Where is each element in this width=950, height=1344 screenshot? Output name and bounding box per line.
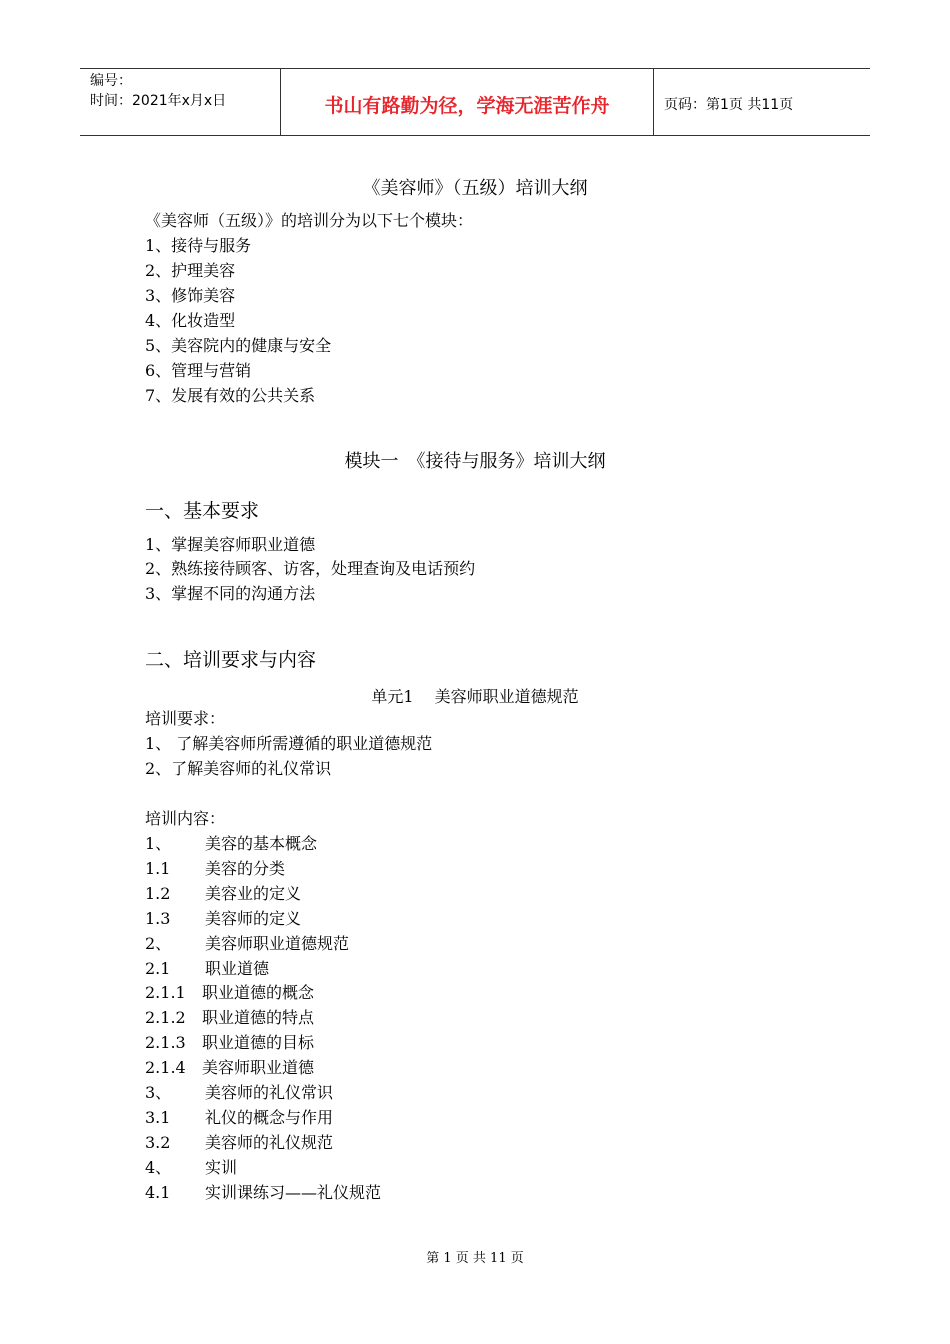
- module-item: 2、护理美容: [145, 261, 236, 280]
- number-label: 编号：: [90, 73, 132, 89]
- content-item-text: 职业道德: [205, 958, 270, 978]
- content-item-text: 礼仪的概念与作用: [205, 1107, 334, 1127]
- content-item: [145, 1033, 314, 1053]
- document-header: [80, 68, 870, 136]
- training-req-label: 培训要求：: [145, 709, 226, 728]
- content-item-number: 2.1.1: [145, 983, 186, 1003]
- content-item: [145, 1183, 381, 1203]
- content-item-number: 4、: [145, 1157, 172, 1177]
- content-item: [145, 834, 317, 854]
- content-item: [145, 1158, 237, 1178]
- module-item: 3、修饰美容: [145, 286, 236, 305]
- content-item-text: 美容的分类: [205, 858, 286, 878]
- unit-title: 单元1 美容师职业道德规范: [371, 687, 579, 706]
- content-item-number: 2.1.4: [145, 1058, 186, 1078]
- module-item: 7、发展有效的公共关系: [145, 386, 316, 405]
- content-item-number: 1、: [145, 834, 172, 853]
- content-item-text: 实训课练习——礼仪规范: [205, 1182, 382, 1202]
- content-item-text: 职业道德的特点: [202, 1008, 315, 1028]
- header-meta: [80, 69, 281, 135]
- content-item: [145, 909, 301, 929]
- content-item-number: 4.1: [145, 1182, 171, 1202]
- section2-title: 二、培训要求与内容: [145, 649, 317, 671]
- content-item-number: 3、: [145, 1083, 172, 1102]
- content-item-number: 1.1: [145, 858, 171, 878]
- module-item: 4、化妆造型: [145, 311, 236, 330]
- content-item: [145, 1058, 314, 1078]
- content-item: [145, 859, 285, 879]
- content-item-number: 1.3: [145, 908, 171, 928]
- content-item-text: 实训: [205, 1157, 238, 1177]
- section1-title: 一、基本要求: [145, 500, 260, 522]
- training-content-label: 培训内容：: [145, 809, 226, 828]
- content-item: [145, 934, 349, 954]
- doc-title: 《美容师》（五级）培训大纲: [362, 178, 588, 199]
- requirement-item: 3、掌握不同的沟通方法: [145, 584, 316, 603]
- content-item-text: 美容的基本概念: [205, 834, 318, 853]
- content-item-text: 美容师职业道德规范: [205, 933, 350, 953]
- content-item-text: 美容师的礼仪规范: [205, 1132, 334, 1152]
- module1-title: 模块一 《接待与服务》培训大纲: [344, 451, 606, 472]
- content-item-number: 2.1.2: [145, 1008, 186, 1028]
- content-item-number: 2.1.3: [145, 1033, 186, 1053]
- content-item-text: 美容师的礼仪常识: [205, 1083, 334, 1102]
- content-item-text: 职业道德的目标: [202, 1033, 315, 1053]
- training-req-item: 2、了解美容师的礼仪常识: [145, 759, 332, 778]
- requirement-item: 1、掌握美容师职业道德: [145, 535, 316, 554]
- content-item-text: 美容业的定义: [205, 883, 302, 903]
- content-item: [145, 884, 301, 904]
- header-motto: 书山有路勤为径，学海无涯苦作舟: [281, 69, 654, 135]
- content-item: [145, 983, 314, 1003]
- content-item-number: 2、: [145, 933, 172, 953]
- module-item: 6、管理与营销: [145, 361, 252, 380]
- content-item-text: 美容师的定义: [205, 908, 302, 928]
- content-item: [145, 1133, 333, 1153]
- content-item: [145, 1108, 333, 1128]
- content-item-number: 3.2: [145, 1132, 171, 1152]
- content-item: [145, 959, 269, 979]
- content-item-number: 1.2: [145, 883, 171, 903]
- training-req-item: 1、 了解美容师所需遵循的职业道德规范: [145, 734, 433, 753]
- module-item: 1、接待与服务: [145, 236, 252, 255]
- content-item-number: 2.1: [145, 958, 171, 978]
- content-item: [145, 1083, 333, 1103]
- content-item-number: 3.1: [145, 1107, 171, 1127]
- requirement-item: 2、熟练接待顾客、访客，处理查询及电话预约: [145, 559, 476, 578]
- content-item-text: 美容师职业道德: [202, 1058, 315, 1078]
- module-item: 5、美容院内的健康与安全: [145, 336, 332, 355]
- content-item-text: 职业道德的概念: [202, 983, 315, 1003]
- header-page-info: 页码：第1页 共11页: [664, 97, 794, 113]
- intro-text: 《美容师（五级）》的培训分为以下七个模块：: [145, 211, 474, 230]
- content-item: [145, 1008, 314, 1028]
- time-label: 时间：2021年x月x日: [90, 93, 227, 109]
- page-footer: 第 1 页 共 11 页: [426, 1251, 524, 1266]
